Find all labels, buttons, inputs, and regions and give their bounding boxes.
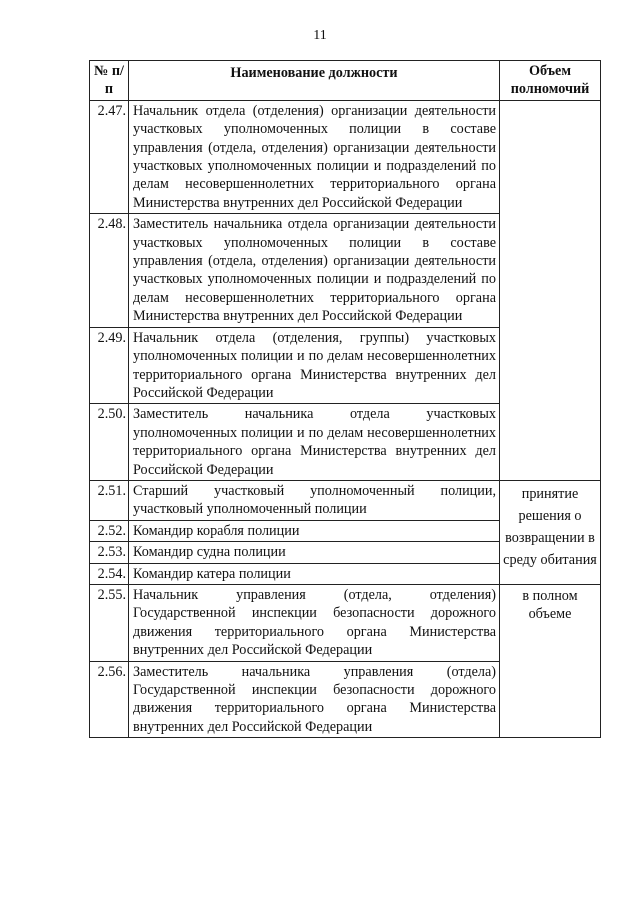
position-name: Начальник управления (отдела, отделения) Государственной инспекции безопасности дорожного движения территориального органа Министерства внутренних дел Российской Федерации [129, 584, 500, 661]
position-name: Командир корабля полиции [129, 520, 500, 541]
row-number: 2.56. [90, 661, 129, 738]
row-number: 2.52. [90, 520, 129, 541]
row-number: 2.53. [90, 542, 129, 563]
position-name: Заместитель начальника управления (отдела) Государственной инспекции безопасности дорожного движения территориального органа Министерства внутренних дел Российской Федерации [129, 661, 500, 738]
position-name: Начальник отдела (отделения) организации деятельности участковых уполномоченных полиции в составе управления (отдела, отделения) организации деятельности участковых уполномоченных полиции и подразделений по делам несовершеннолетних территориального органа Министерства внутренних дел Российской Федерации [129, 100, 500, 213]
position-name: Заместитель начальника отдела организации деятельности участковых уполномоченных полиции в составе управления (отдела, отделения) организации деятельности участковых уполномоченных полиции и подразделений по делам несовершеннолетних территориального органа Министерства внутренних дел Российской Федерации [129, 214, 500, 327]
row-number: 2.55. [90, 584, 129, 661]
position-name: Командир катера полиции [129, 563, 500, 584]
table-row [90, 480, 601, 520]
header-scope: Объем полномочий [500, 61, 601, 101]
position-name: Командир судна полиции [129, 542, 500, 563]
table-row [90, 584, 601, 661]
scope-text: в полном объеме [522, 587, 578, 622]
table-header-row [90, 61, 601, 101]
row-number: 2.51. [90, 480, 129, 520]
page-number: 11 [313, 28, 327, 43]
row-number: 2.47. [90, 100, 129, 213]
row-number: 2.49. [90, 327, 129, 404]
position-name: Старший участковый уполномоченный полиции, участковый уполномоченный полиции [129, 480, 500, 520]
scope-full [500, 584, 601, 737]
table-row [90, 100, 601, 213]
position-name: Заместитель начальника отдела участковых уполномоченных полиции и по делам несовершеннолетних территориального органа Министерства внутренних дел Российской Федерации [129, 404, 500, 481]
header-name: Наименование должности [129, 61, 500, 101]
scope-return-to-habitat [500, 480, 601, 584]
row-number: 2.54. [90, 563, 129, 584]
scope-cell-empty [500, 100, 601, 480]
header-num: № п/п [90, 61, 129, 101]
scope-text: принятие решения о возвращении в среду обитания [503, 485, 597, 568]
row-number: 2.48. [90, 214, 129, 327]
position-name: Начальник отдела (отделения, группы) участковых уполномоченных полиции и по делам несовершеннолетних территориального органа Министерства внутренних дел Российской Федерации [129, 327, 500, 404]
row-number: 2.50. [90, 404, 129, 481]
positions-table [89, 60, 601, 738]
